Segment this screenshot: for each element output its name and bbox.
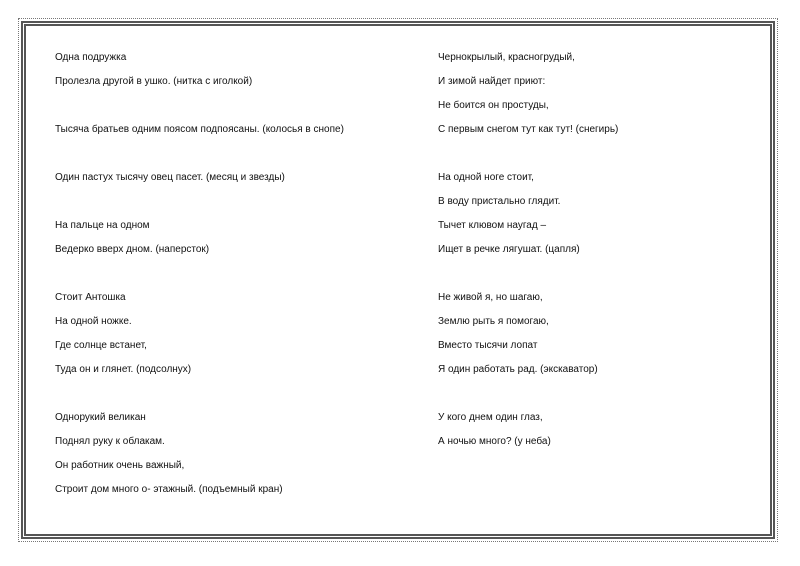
riddle-line: Пролезла другой в ушко. (нитка с иголкой) <box>55 76 253 87</box>
riddle-line: И зимой найдет приют: <box>438 76 546 87</box>
riddle-line: На одной ножке. <box>55 316 132 327</box>
riddle-line: Поднял руку к облакам. <box>55 436 165 447</box>
riddle-block <box>55 216 385 264</box>
riddle-block <box>55 408 385 504</box>
left-column <box>55 48 385 504</box>
riddle-line: Он работник очень важный, <box>55 460 185 471</box>
spacer <box>55 384 385 408</box>
riddle-block <box>438 48 768 144</box>
riddle-line: Один пастух тысячу овец пасет. (месяц и звезды) <box>55 172 285 183</box>
riddle-line: Не боится он простуды, <box>438 100 549 111</box>
riddle-block <box>438 288 768 384</box>
riddle-line: Туда он и глянет. (подсолнух) <box>55 364 192 375</box>
spacer <box>55 192 385 216</box>
riddle-line: Где солнце встанет, <box>55 340 147 351</box>
riddle-block <box>438 408 768 456</box>
riddle-line: Одна подружка <box>55 52 127 63</box>
riddle-block <box>55 120 385 144</box>
riddle-line: На одной ноге стоит, <box>438 172 534 183</box>
riddle-block <box>438 168 768 264</box>
riddle-line: В воду пристально глядит. <box>438 196 561 207</box>
riddle-block <box>55 168 385 192</box>
riddle-block <box>55 288 385 384</box>
riddle-line: С первым снегом тут как тут! (снегирь) <box>438 124 619 135</box>
riddle-line: А ночью много? (у неба) <box>438 436 551 447</box>
riddle-line: Тычет клювом наугад – <box>438 220 547 231</box>
riddle-line: Не живой я, но шагаю, <box>438 292 543 303</box>
riddle-line: Землю рыть я помогаю, <box>438 316 549 327</box>
right-column <box>438 48 768 456</box>
riddle-line: Тысяча братьев одним поясом подпоясаны. (колосья в снопе) <box>55 124 344 135</box>
spacer <box>55 144 385 168</box>
riddle-line: Я один работать рад. (экскаватор) <box>438 364 598 375</box>
riddle-line: Однорукий великан <box>55 412 146 423</box>
spacer <box>438 264 768 288</box>
riddle-line: Строит дом много о- этажный. (подъемный кран) <box>55 484 283 495</box>
spacer <box>55 264 385 288</box>
riddle-block <box>55 48 385 96</box>
riddle-line: Стоит Антошка <box>55 292 126 303</box>
spacer <box>55 96 385 120</box>
riddle-line: Ведерко вверх дном. (наперсток) <box>55 244 210 255</box>
riddle-line: Чернокрылый, красногрудый, <box>438 52 575 63</box>
spacer <box>438 144 768 168</box>
riddle-line: У кого днем один глаз, <box>438 412 543 423</box>
spacer <box>438 384 768 408</box>
riddle-line: Вместо тысячи лопат <box>438 340 538 351</box>
riddle-line: Ищет в речке лягушат. (цапля) <box>438 244 580 255</box>
riddle-line: На пальце на одном <box>55 220 150 231</box>
